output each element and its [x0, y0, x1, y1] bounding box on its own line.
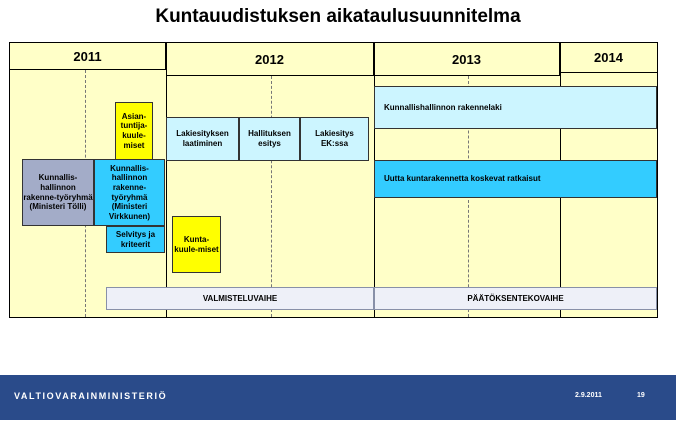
year-2013: 2013	[374, 43, 560, 76]
box-lakiesitys-ekssa: Lakiesitys EK:ssa	[300, 117, 369, 161]
box-lakiesityksen-laatiminen: Lakiesityksen laatiminen	[166, 117, 239, 161]
footer-date: 2.9.2011	[575, 392, 602, 399]
footer-bar	[0, 375, 676, 420]
box-hallituksen-esitys: Hallituksen esitys	[239, 117, 300, 161]
box-asiantuntijakuulemiset: Asian-tuntija-kuule-miset	[115, 102, 153, 160]
box-selvitys-ja-kriteerit: Selvitys ja kriteerit	[106, 226, 165, 253]
phase-valmisteluvaihe: VALMISTELUVAIHE	[106, 287, 374, 310]
box-kunnallishallinnon-rakennelaki: Kunnallishallinnon rakennelaki	[374, 86, 657, 129]
year-2014: 2014	[560, 43, 657, 73]
box-kuntakuulemiset: Kunta-kuule-miset	[172, 216, 221, 273]
year-separator	[166, 43, 167, 317]
year-2012: 2012	[166, 43, 374, 76]
year-2011: 2011	[10, 43, 166, 70]
box-uutta-kuntarakennetta: Uutta kuntarakennetta koskevat ratkaisut	[374, 160, 657, 198]
phase-paatoksentekovaihe: PÄÄTÖKSENTEKOVAIHE	[374, 287, 657, 310]
box-tyoryhma-tolli: Kunnallis-hallinnon rakenne-työryhmä (Ministeri Tölli)	[22, 159, 94, 226]
half-year-line	[271, 76, 272, 317]
ministry-logo-text: VALTIOVARAINMINISTERIÖ	[14, 391, 168, 401]
box-tyoryhma-virkkunen: Kunnallis-hallinnon rakenne-työryhmä (Ministeri Virkkunen)	[94, 159, 165, 226]
page-title: Kuntauudistuksen aikataulusuunnitelma	[155, 6, 521, 27]
page-number: 19	[637, 392, 645, 399]
